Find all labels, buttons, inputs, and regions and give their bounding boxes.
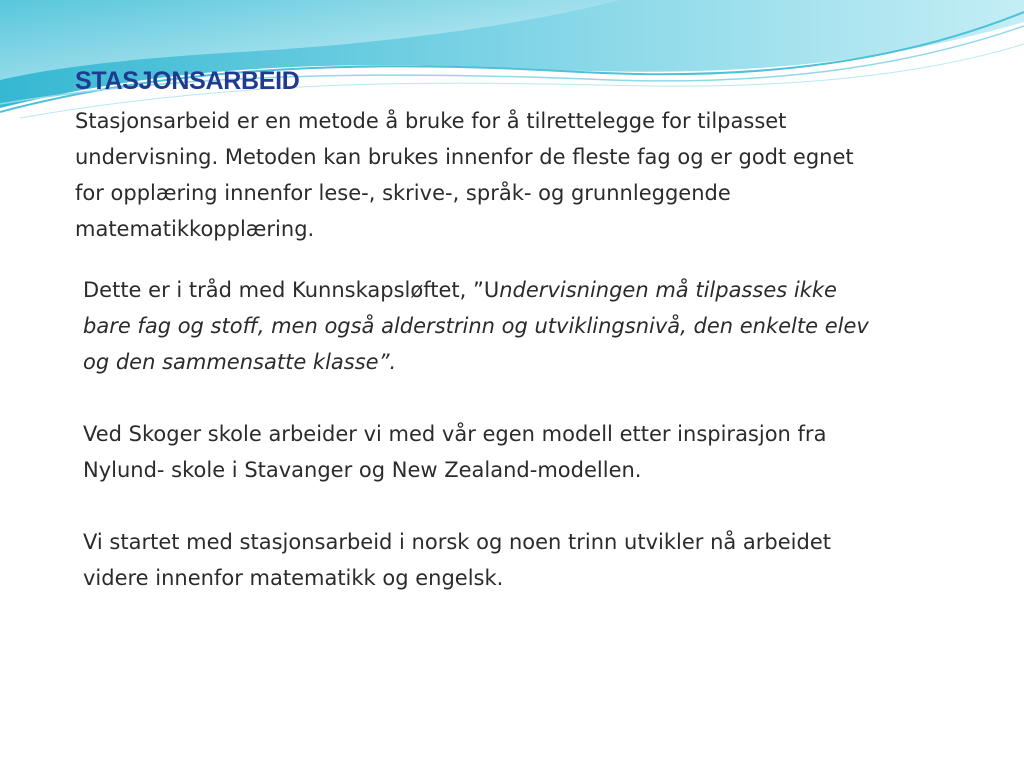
body-text xyxy=(83,272,883,596)
paragraph-started: Vi startet med stasjonsarbeid i norsk og noen trinn utvikler nå arbeidet videre innenfor matematikk og engelsk. xyxy=(83,530,831,590)
paragraph-kunnskapsloftet xyxy=(83,272,883,380)
quote-text: ndervisningen må tilpasses ikke bare fag og stoff, men også alderstrinn og utviklingsnivå, den enkelte elev og den sammensatte klasse”. xyxy=(83,278,869,374)
paragraph-prefix: Dette er i tråd med Kunnskapsløftet, ”U xyxy=(83,278,500,302)
slide-title: STASJONSARBEID xyxy=(75,67,300,95)
paragraph-skoger-model: Ved Skoger skole arbeider vi med vår egen modell etter inspirasjon fra Nylund- skole i Stavanger og New Zealand-modellen. xyxy=(83,422,827,482)
intro-paragraph: Stasjonsarbeid er en metode å bruke for å tilrettelegge for tilpasset undervisning. Metoden kan brukes innenfor de fleste fag og er godt egnet for opplæring innenfor lese-, skrive-, språk- og grunnleggende matematikkopplæring. xyxy=(75,109,854,241)
